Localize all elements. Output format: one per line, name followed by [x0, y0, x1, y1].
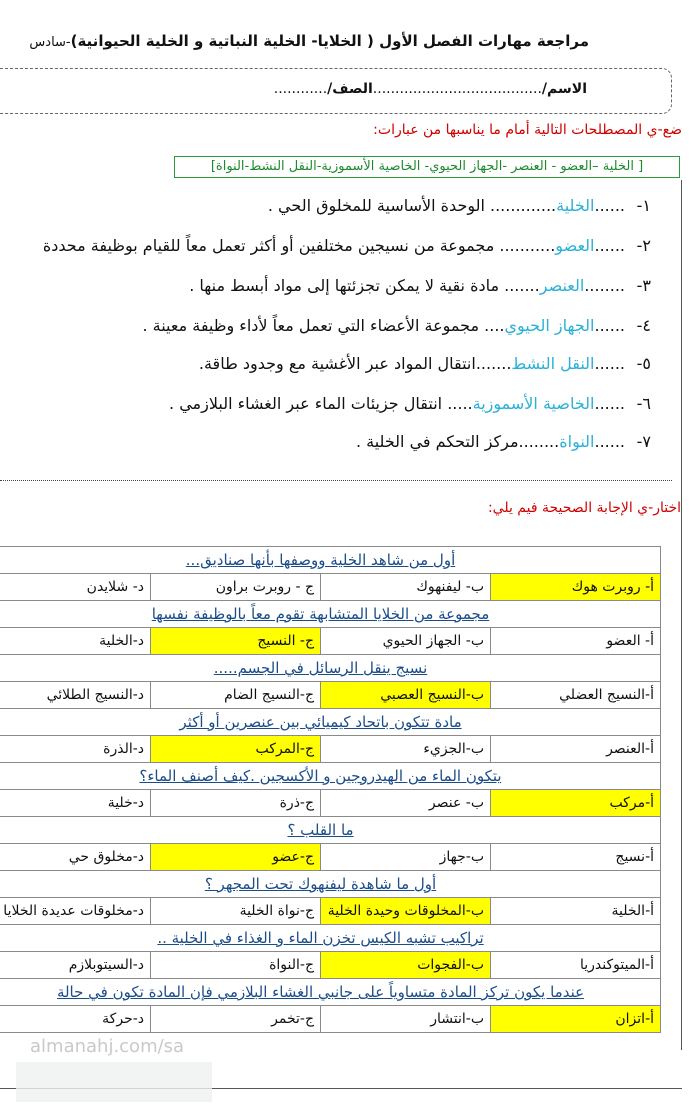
question-text: أول ما شاهدة ليفنهوك تحت المجهر ؟: [0, 871, 661, 898]
option[interactable]: د- شلايدن: [0, 574, 151, 601]
option[interactable]: ج-النسيج الضام: [151, 682, 321, 709]
item-answer[interactable]: العضو: [555, 236, 595, 255]
definition-item: [189, 276, 651, 295]
item-number: ٦-: [636, 394, 651, 413]
option[interactable]: ج-النواة: [151, 952, 321, 979]
option[interactable]: د-مخلوقات عديدة الخلايا: [0, 898, 151, 925]
option-correct[interactable]: أ- روبرت هوك: [491, 574, 661, 601]
option[interactable]: ج - روبرت براون: [151, 574, 321, 601]
option[interactable]: أ-نسيج: [491, 844, 661, 871]
option[interactable]: ج-ذرة: [151, 790, 321, 817]
option[interactable]: د-السيتوبلازم: [0, 952, 151, 979]
option[interactable]: د-النسيج الطلائي: [0, 682, 151, 709]
item-definition: .... مجموعة الأعضاء التي تعمل معاً لأداء وظيفة معينة .: [142, 316, 505, 335]
definition-item: [199, 354, 651, 373]
item-answer[interactable]: الخاصية الأسموزية: [472, 394, 595, 413]
section1-instruction: ضع-ي المصطلحات التالية أمام ما يناسبها من عبارات:: [373, 122, 682, 138]
options-row: [0, 628, 661, 655]
question-row: [0, 817, 661, 844]
question-row: [0, 925, 661, 952]
option[interactable]: د-خلية: [0, 790, 151, 817]
item-answer[interactable]: الجهاز الحيوي: [504, 316, 595, 335]
option[interactable]: أ-العنصر: [491, 736, 661, 763]
item-number: ٢-: [636, 236, 651, 255]
option[interactable]: ب-انتشار: [321, 1006, 491, 1033]
page-title: [29, 32, 589, 50]
item-blank: ......: [594, 316, 625, 335]
item-blank: ......: [594, 354, 625, 373]
item-number: ٧-: [636, 432, 651, 451]
definition-item: [356, 432, 651, 451]
question-text: مادة تتكون باتحاد كيميائي بين عنصرين أو أكثر: [0, 709, 661, 736]
definition-item: [169, 394, 651, 413]
option-correct[interactable]: أ-مركب: [491, 790, 661, 817]
question-row: [0, 547, 661, 574]
question-text: أول من شاهد الخلية ووصفها بأنها صناديق...: [0, 547, 661, 574]
item-definition: ............. الوحدة الأساسية للمخلوق الحي .: [267, 196, 557, 215]
item-number: ٥-: [636, 354, 651, 373]
item-definition: ..... انتقال جزيئات الماء عبر الغشاء البلازمي .: [169, 394, 473, 413]
item-number: ١-: [636, 196, 651, 215]
question-row: [0, 979, 661, 1006]
class-label: الصف/: [327, 81, 373, 97]
option[interactable]: د-الخلية: [0, 628, 151, 655]
option[interactable]: د-مخلوق حي: [0, 844, 151, 871]
terms-box: [ الخلية –العضو - العنصر -الجهاز الحيوي- الخاصية الأسموزية-النقل النشط-النواة]: [174, 156, 680, 178]
option-correct[interactable]: أ-اتزان: [491, 1006, 661, 1033]
item-blank: ......: [594, 394, 625, 413]
option[interactable]: ج-تخمر: [151, 1006, 321, 1033]
student-info-box: [0, 68, 672, 114]
item-answer[interactable]: الخلية: [556, 196, 595, 215]
question-row: [0, 763, 661, 790]
definition-item: [43, 236, 651, 255]
item-number: ٣-: [636, 276, 651, 295]
name-field[interactable]: ......................................: [372, 81, 542, 97]
item-blank: ........: [584, 276, 625, 295]
definition-item: [268, 196, 651, 215]
option[interactable]: أ-الخلية: [491, 898, 661, 925]
item-blank: ......: [594, 196, 625, 215]
option-correct[interactable]: ج-عضو: [151, 844, 321, 871]
item-number: ٤-: [636, 316, 651, 335]
item-answer[interactable]: النقل النشط: [511, 354, 595, 373]
question-text: مجموعة من الخلايا المتشابهة تقوم معاً بالوظيفة نفسها: [0, 601, 661, 628]
question-row: [0, 655, 661, 682]
page-border-right: [681, 180, 682, 1050]
option[interactable]: ب- الجهاز الحيوي: [321, 628, 491, 655]
question-text: عندما يكون تركز المادة متساوياً على جانبي الغشاء البلازمي فإن المادة تكون في حالة: [0, 979, 661, 1006]
mcq-table: [0, 546, 661, 1033]
option-correct[interactable]: ب-الفجوات: [321, 952, 491, 979]
option[interactable]: ب- ليفنهوك: [321, 574, 491, 601]
item-answer[interactable]: العنصر: [539, 276, 585, 295]
question-text: تراكيب تشبه الكيس تخزن الماء و الغذاء في الخلية ..: [0, 925, 661, 952]
item-definition: ....... مادة نقية لا يمكن تجزئتها إلى مواد أبسط منها .: [189, 276, 540, 295]
question-row: [0, 709, 661, 736]
section-divider: [0, 480, 672, 481]
option[interactable]: ب- عنصر: [321, 790, 491, 817]
title-text: مراجعة مهارات الفصل الأول ( الخلايا- الخلية النباتية و الخلية الحيوانية): [70, 32, 589, 50]
option[interactable]: أ- العضو: [491, 628, 661, 655]
item-definition: ........مركز التحكم في الخلية .: [355, 432, 560, 451]
item-answer[interactable]: النواة: [559, 432, 595, 451]
question-text: يتكون الماء من الهيدروجين و الأكسجين .كيف أصنف الماء؟: [0, 763, 661, 790]
options-row: [0, 1006, 661, 1033]
question-row: [0, 601, 661, 628]
section2-instruction: اختار-ي الإجابة الصحيحة فيم يلي:: [487, 500, 681, 516]
options-row: [0, 898, 661, 925]
class-field[interactable]: ............: [273, 81, 328, 97]
option[interactable]: ب-الجزيء: [321, 736, 491, 763]
item-blank: ......: [594, 236, 625, 255]
item-definition: ........... مجموعة من نسيجين مختلفين أو أكثر تعمل معاً للقيام بوظيفة محددة: [42, 236, 556, 255]
watermark-url: almanahj.com/sa: [30, 1036, 185, 1057]
option[interactable]: ب-جهاز: [321, 844, 491, 871]
option[interactable]: أ-النسيج العضلي: [491, 682, 661, 709]
option-correct[interactable]: ج-المركب: [151, 736, 321, 763]
option-correct[interactable]: ب-المخلوقات وحيدة الخلية: [321, 898, 491, 925]
item-blank: ......: [594, 432, 625, 451]
options-row: [0, 574, 661, 601]
question-row: [0, 871, 661, 898]
option-correct[interactable]: ج- النسيج: [151, 628, 321, 655]
name-label: الاسم/: [541, 81, 587, 97]
watermark-logo: [16, 1062, 212, 1102]
definition-item: [142, 316, 651, 335]
grade-label: -سادس: [29, 35, 71, 50]
option[interactable]: ج-نواة الخلية: [151, 898, 321, 925]
option[interactable]: د-حركة: [0, 1006, 151, 1033]
options-row: [0, 952, 661, 979]
option[interactable]: أ-الميتوكندريا: [491, 952, 661, 979]
options-row: [0, 736, 661, 763]
question-text: نسيج ينقل الرسائل في الجسم.....: [0, 655, 661, 682]
options-row: [0, 844, 661, 871]
options-row: [0, 682, 661, 709]
item-definition: .......انتقال المواد عبر الأغشية مع وجدود طاقة.: [198, 354, 512, 373]
question-text: ما القلب ؟: [0, 817, 661, 844]
option[interactable]: د-الذرة: [0, 736, 151, 763]
options-row: [0, 790, 661, 817]
option-correct[interactable]: ب-النسيج العصبي: [321, 682, 491, 709]
